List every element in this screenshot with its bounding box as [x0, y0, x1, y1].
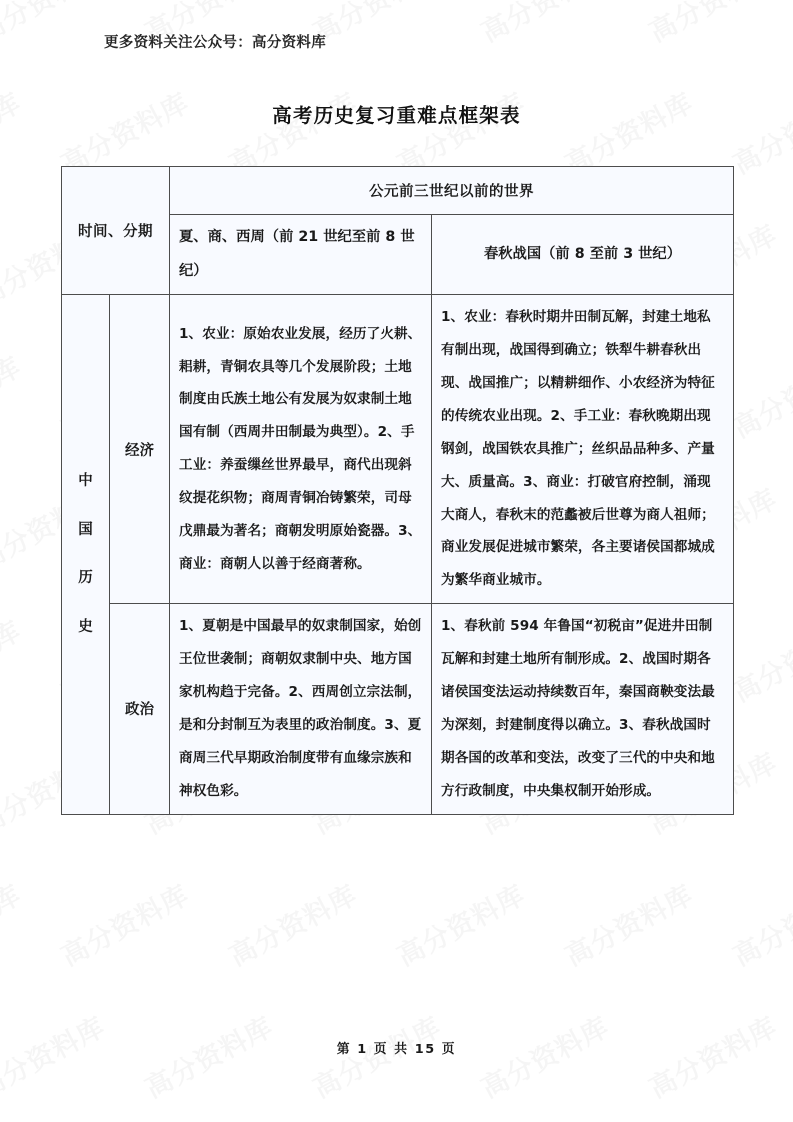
cell-politics-chunqiu-zhanguo: 1、春秋前 594 年鲁国“初税亩”促进井田制瓦解和封建土地所有制形成。2、战国时期各诸侯国变法运动持续数百年，秦国商鞅变法最为深刻，封建制度得以确立。3、春秋战国时期各国的改革和变法，改变了三代的中央和地方行政制度，中央集权制开始形成。 [432, 604, 734, 814]
header-world-span: 公元前三世纪以前的世界 [170, 167, 734, 215]
table-row [62, 295, 734, 604]
cell-economy-xia-shang-xizhou: 1、农业：原始农业发展，经历了火耕、耜耕，青铜农具等几个发展阶段；土地制度由氏族土地公有发展为奴隶制土地国有制（西周井田制最为典型）。2、手工业：养蚕缫丝世界最早，商代出现斜纹提花织物；商周青铜冶铸繁荣，司母戊鼎最为著名；商朝发明原始瓷器。3、商业：商朝人以善于经商著称。 [170, 295, 432, 604]
era-label-char: 史 [78, 618, 93, 635]
framework-table [61, 166, 734, 815]
table-header-row-world [62, 167, 734, 215]
page-title: 高考历史复习重难点框架表 [272, 104, 521, 127]
cell-economy-chunqiu-zhanguo: 1、农业：春秋时期井田制瓦解，封建土地私有制出现，战国得到确立；铁犁牛耕春秋出现、战国推广；以精耕细作、小农经济为特征的传统农业出现。2、手工业：春秋晚期出现钢剑，战国铁农具推广；丝织品品种多、产量大、质量高。3、商业：打破官府控制，涌现大商人，春秋末的范蠡被后世尊为商人祖师；商业发展促进城市繁荣，各主要诸侯国都城成为繁华商业城市。 [432, 295, 734, 604]
topic-label-politics: 政治 [110, 604, 170, 814]
cell-politics-xia-shang-xizhou: 1、夏朝是中国最早的奴隶制国家，始创王位世袭制；商朝奴隶制中央、地方国家机构趋于完备。2、西周创立宗法制，是和分封制互为表里的政治制度。3、夏商周三代早期政治制度带有血缘宗族和神权色彩。 [170, 604, 432, 814]
header-column-chunqiu-zhanguo: 春秋战国（前 8 至前 3 世纪） [432, 215, 734, 295]
era-label-char: 历 [78, 570, 93, 587]
header-column-xia-shang-xizhou: 夏、商、西周（前 21 世纪至前 8 世纪） [170, 215, 432, 295]
era-label-char: 中 [78, 473, 93, 490]
era-label-chinese-history [62, 295, 110, 814]
era-label-vertical-stack [71, 474, 100, 634]
page-footer: 第 1 页 共 15 页 [336, 1042, 457, 1057]
table-row [62, 604, 734, 814]
topic-label-economy: 经济 [110, 295, 170, 604]
header-time-period: 时间、分期 [62, 167, 170, 295]
header-note: 更多资料关注公众号：高分资料库 [104, 35, 326, 51]
era-label-char: 国 [78, 521, 93, 538]
